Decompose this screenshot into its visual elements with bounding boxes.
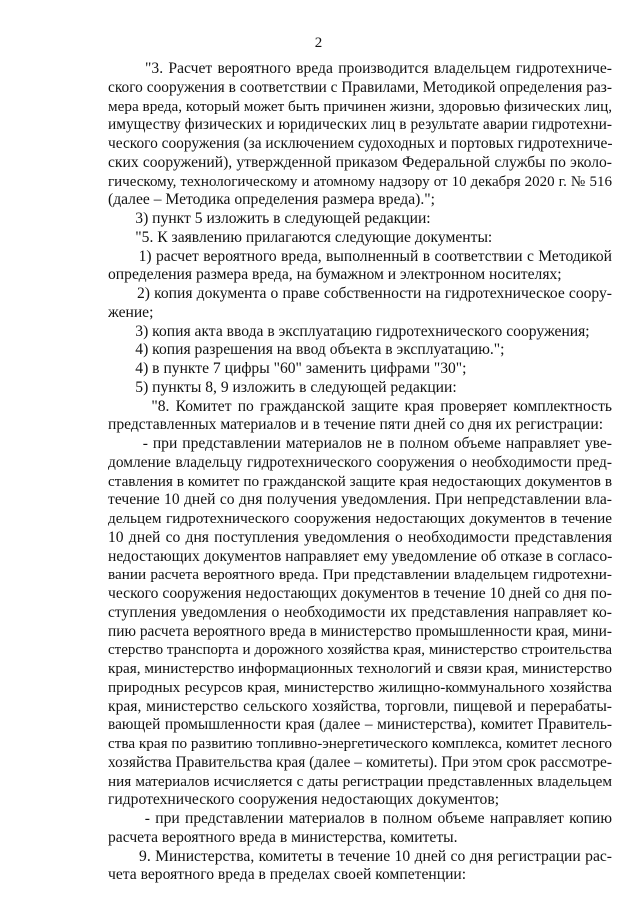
text-line: определения размера вреда, на бумажном и электронном носителях; xyxy=(108,266,562,284)
text-line: 5) пункты 8, 9 изложить в следующей редакции: xyxy=(108,378,457,396)
text-line: 3) пункт 5 изложить в следующей редакции: xyxy=(108,210,431,227)
text-line: "3. Расчет вероятного вреда производится владельцем гидротехниче- xyxy=(108,60,612,77)
text-line: природных ресурсов края, министерство жилищно-коммунального хозяйства xyxy=(108,678,612,696)
text-line: вании расчета вероятного вреда. При представлении владельцем гидротехни- xyxy=(108,566,612,584)
text-line: стерство транспорта и дорожного хозяйства края, министерство строительства xyxy=(108,642,612,659)
text-line: - при представлении материалов в полном объеме направляет копию xyxy=(108,810,612,827)
text-line: жение; xyxy=(108,303,154,321)
text-line: расчета вероятного вреда в министерства, комитеты. xyxy=(108,828,458,846)
document-body xyxy=(108,60,612,885)
text-line: ния материалов исчисляется с даты регистрации представленных владельцем xyxy=(108,772,612,790)
text-line: края, министерство информационных технологий и связи края, министерство xyxy=(108,660,612,677)
text-line: течение 10 дней со дня получения уведомления. При непредставлении вла- xyxy=(108,491,612,509)
text-line: недостающих документов направляет ему уведомление об отказе в согласо- xyxy=(108,547,612,565)
text-line: 10 дней со дня поступления уведомления о необходимости представления xyxy=(108,528,612,546)
text-line: ческого сооружения (за исключением судоходных и портовых гидротехниче- xyxy=(108,135,612,152)
text-line: 9. Министерства, комитеты в течение 10 дней со дня регистрации рас- xyxy=(108,847,612,865)
text-line: ских сооружений), утвержденной приказом Федеральной службы по эколо- xyxy=(108,153,612,171)
text-line: ставления в комитет по гражданской защите края недостающих документов в xyxy=(108,472,612,490)
text-line: 4) копия разрешения на ввод объекта в эксплуатацию."; xyxy=(108,341,505,359)
text-line: представленных материалов и в течение пяти дней со дня их регистрации: xyxy=(108,416,604,434)
text-line: (далее – Методика определения размера вреда)."; xyxy=(108,191,435,209)
text-line: ческого сооружения недостающих документов в течение 10 дней со дня по- xyxy=(108,585,612,602)
text-line: гидротехнического сооружения недостающих документов; xyxy=(108,791,500,809)
text-line: 2) копия документа о праве собственности на гидротехническое соору- xyxy=(108,285,612,302)
text-line: пию расчета вероятного вреда в министерство промышленности края, мини- xyxy=(108,622,612,640)
text-line: имуществу физических и юридических лиц в результате аварии гидротехни- xyxy=(108,116,612,134)
text-line: гическому, технологическому и атомному надзору от 10 декабря 2020 г. № 516 xyxy=(108,173,612,190)
text-line: - при представлении материалов не в полном объеме направляет уве- xyxy=(108,435,612,452)
text-line: "5. К заявлению прилагаются следующие документы: xyxy=(108,228,493,246)
text-line: ского сооружения в соответствии с Правилами, Методикой определения раз- xyxy=(108,78,612,96)
text-line: мера вреда, который может быть причинен жизни, здоровью физических лиц, xyxy=(108,97,612,115)
text-line: хозяйства Правительства края (далее – комитеты). При этом срок рассмотре- xyxy=(108,753,612,771)
text-line: дельцем гидротехнического сооружения недостающих документов в течение xyxy=(108,510,612,527)
text-line: ства края по развитию топливно-энергетического комплекса, комитет лесного xyxy=(108,735,612,752)
text-line: "8. Комитет по гражданской защите края проверяет комплектность xyxy=(108,397,612,415)
text-line: ступления уведомления о необходимости их представления направляет ко- xyxy=(108,603,612,621)
text-line: 3) копия акта ввода в эксплуатацию гидротехнического сооружения; xyxy=(108,322,590,340)
page-number: 2 xyxy=(314,35,323,51)
text-line: домление владельцу гидротехнического сооружения о необходимости пред- xyxy=(108,453,612,471)
text-line: 4) в пункте 7 цифры "60" заменить цифрами "30"; xyxy=(108,360,467,377)
text-line: чета вероятного вреда в пределах своей компетенции: xyxy=(108,866,467,884)
text-line: края, министерство сельского хозяйства, торговли, пищевой и перерабаты- xyxy=(108,697,612,715)
text-line: 1) расчет вероятного вреда, выполненный в соответствии с Методикой xyxy=(108,247,612,265)
text-line: вающей промышленности края (далее – министерства), комитет Правитель- xyxy=(108,716,612,734)
